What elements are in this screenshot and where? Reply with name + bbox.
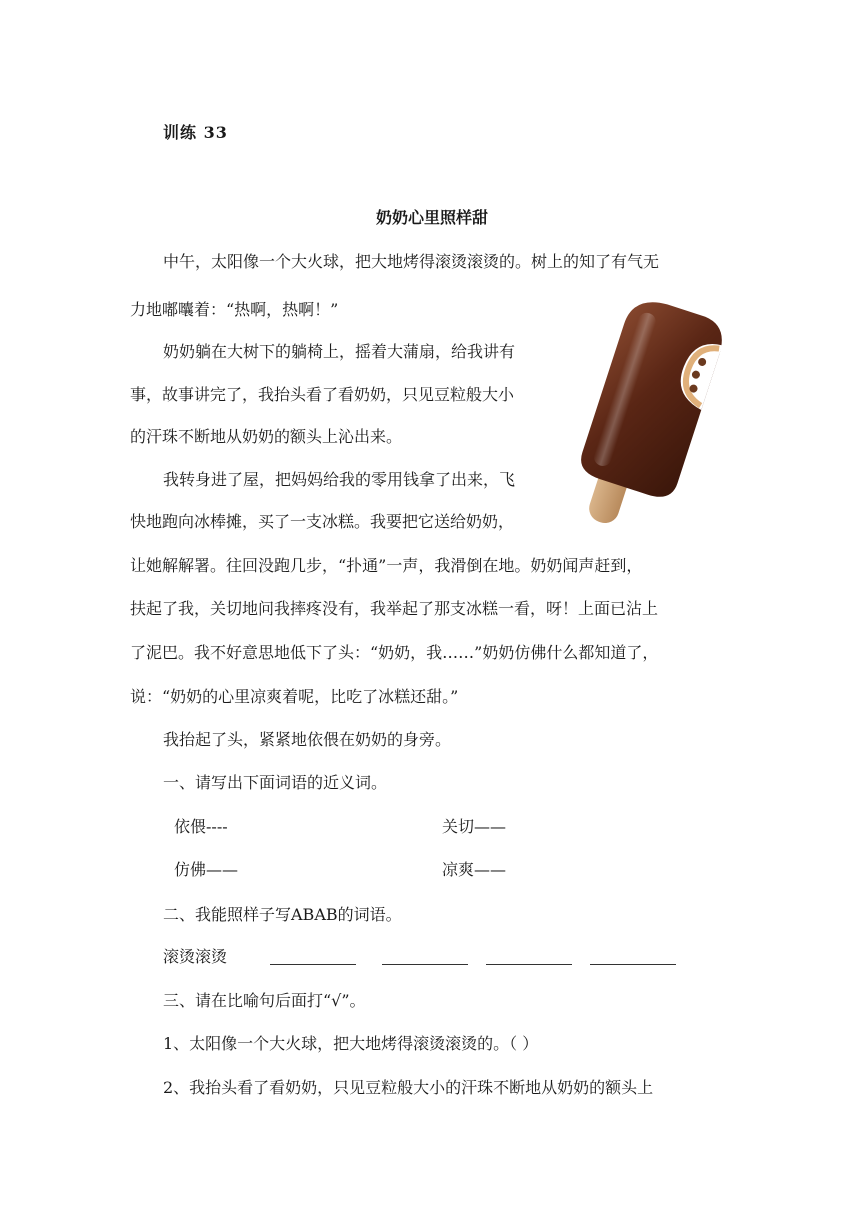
story-line: 我抬起了头，紧紧地依偎在奶奶的身旁。 (163, 730, 452, 749)
story-line: 事，故事讲完了，我抬头看了看奶奶，只见豆粒般大小 (130, 385, 515, 404)
question-3-prompt: 三、请在比喻句后面打“√”。 (163, 991, 366, 1010)
story-line: 我转身进了屋，把妈妈给我的零用钱拿了出来，飞 (163, 470, 516, 489)
question-3-item: 1、太阳像一个大火球，把大地烤得滚烫滚烫的。（ ） (163, 1034, 539, 1053)
question-2-prompt: 二、我能照样子写ABAB的词语。 (163, 905, 402, 924)
lesson-number: 训练 33 (163, 123, 228, 142)
answer-blank[interactable] (382, 964, 468, 965)
answer-blank[interactable] (270, 964, 356, 965)
answer-blank[interactable] (590, 964, 676, 965)
synonym-item: 依偎---- (174, 817, 228, 836)
story-line: 中午，太阳像一个大火球，把大地烤得滚烫滚烫的。树上的知了有气无 (163, 252, 660, 271)
story-title: 奶奶心里照样甜 (375, 208, 488, 227)
question-1-prompt: 一、请写出下面词语的近义词。 (163, 773, 388, 792)
story-line: 说：“奶奶的心里凉爽着呢，比吃了冰糕还甜。” (130, 687, 459, 706)
story-line: 的汗珠不断地从奶奶的额头上沁出来。 (130, 427, 403, 446)
story-line: 了泥巴。我不好意思地低下了头：“奶奶，我……”奶奶仿佛什么都知道了， (130, 643, 659, 662)
synonym-item: 凉爽—— (442, 860, 507, 879)
question-3-item: 2、我抬头看了看奶奶，只见豆粒般大小的汗珠不断地从奶奶的额头上 (163, 1078, 654, 1097)
story-line: 力地嘟囔着：“热啊，热啊！” (130, 300, 339, 319)
story-line: 让她解解署。往回没跑几步，“扑通”一声，我滑倒在地。奶奶闻声赶到， (130, 556, 643, 575)
synonym-item: 仿佛—— (174, 860, 239, 879)
story-line: 奶奶躺在大树下的躺椅上，摇着大蒲扇，给我讲有 (163, 342, 516, 361)
answer-blank[interactable] (486, 964, 572, 965)
ice-cream-bar-image (560, 296, 736, 532)
story-line: 快地跑向冰棒摊，买了一支冰糕。我要把它送给奶奶， (130, 512, 515, 531)
story-line: 扶起了我，关切地问我摔疼没有，我举起了那支冰糕一看，呀！上面已沾上 (130, 599, 659, 618)
abab-example: 滚烫滚烫 (163, 947, 228, 966)
synonym-item: 关切—— (442, 817, 507, 836)
